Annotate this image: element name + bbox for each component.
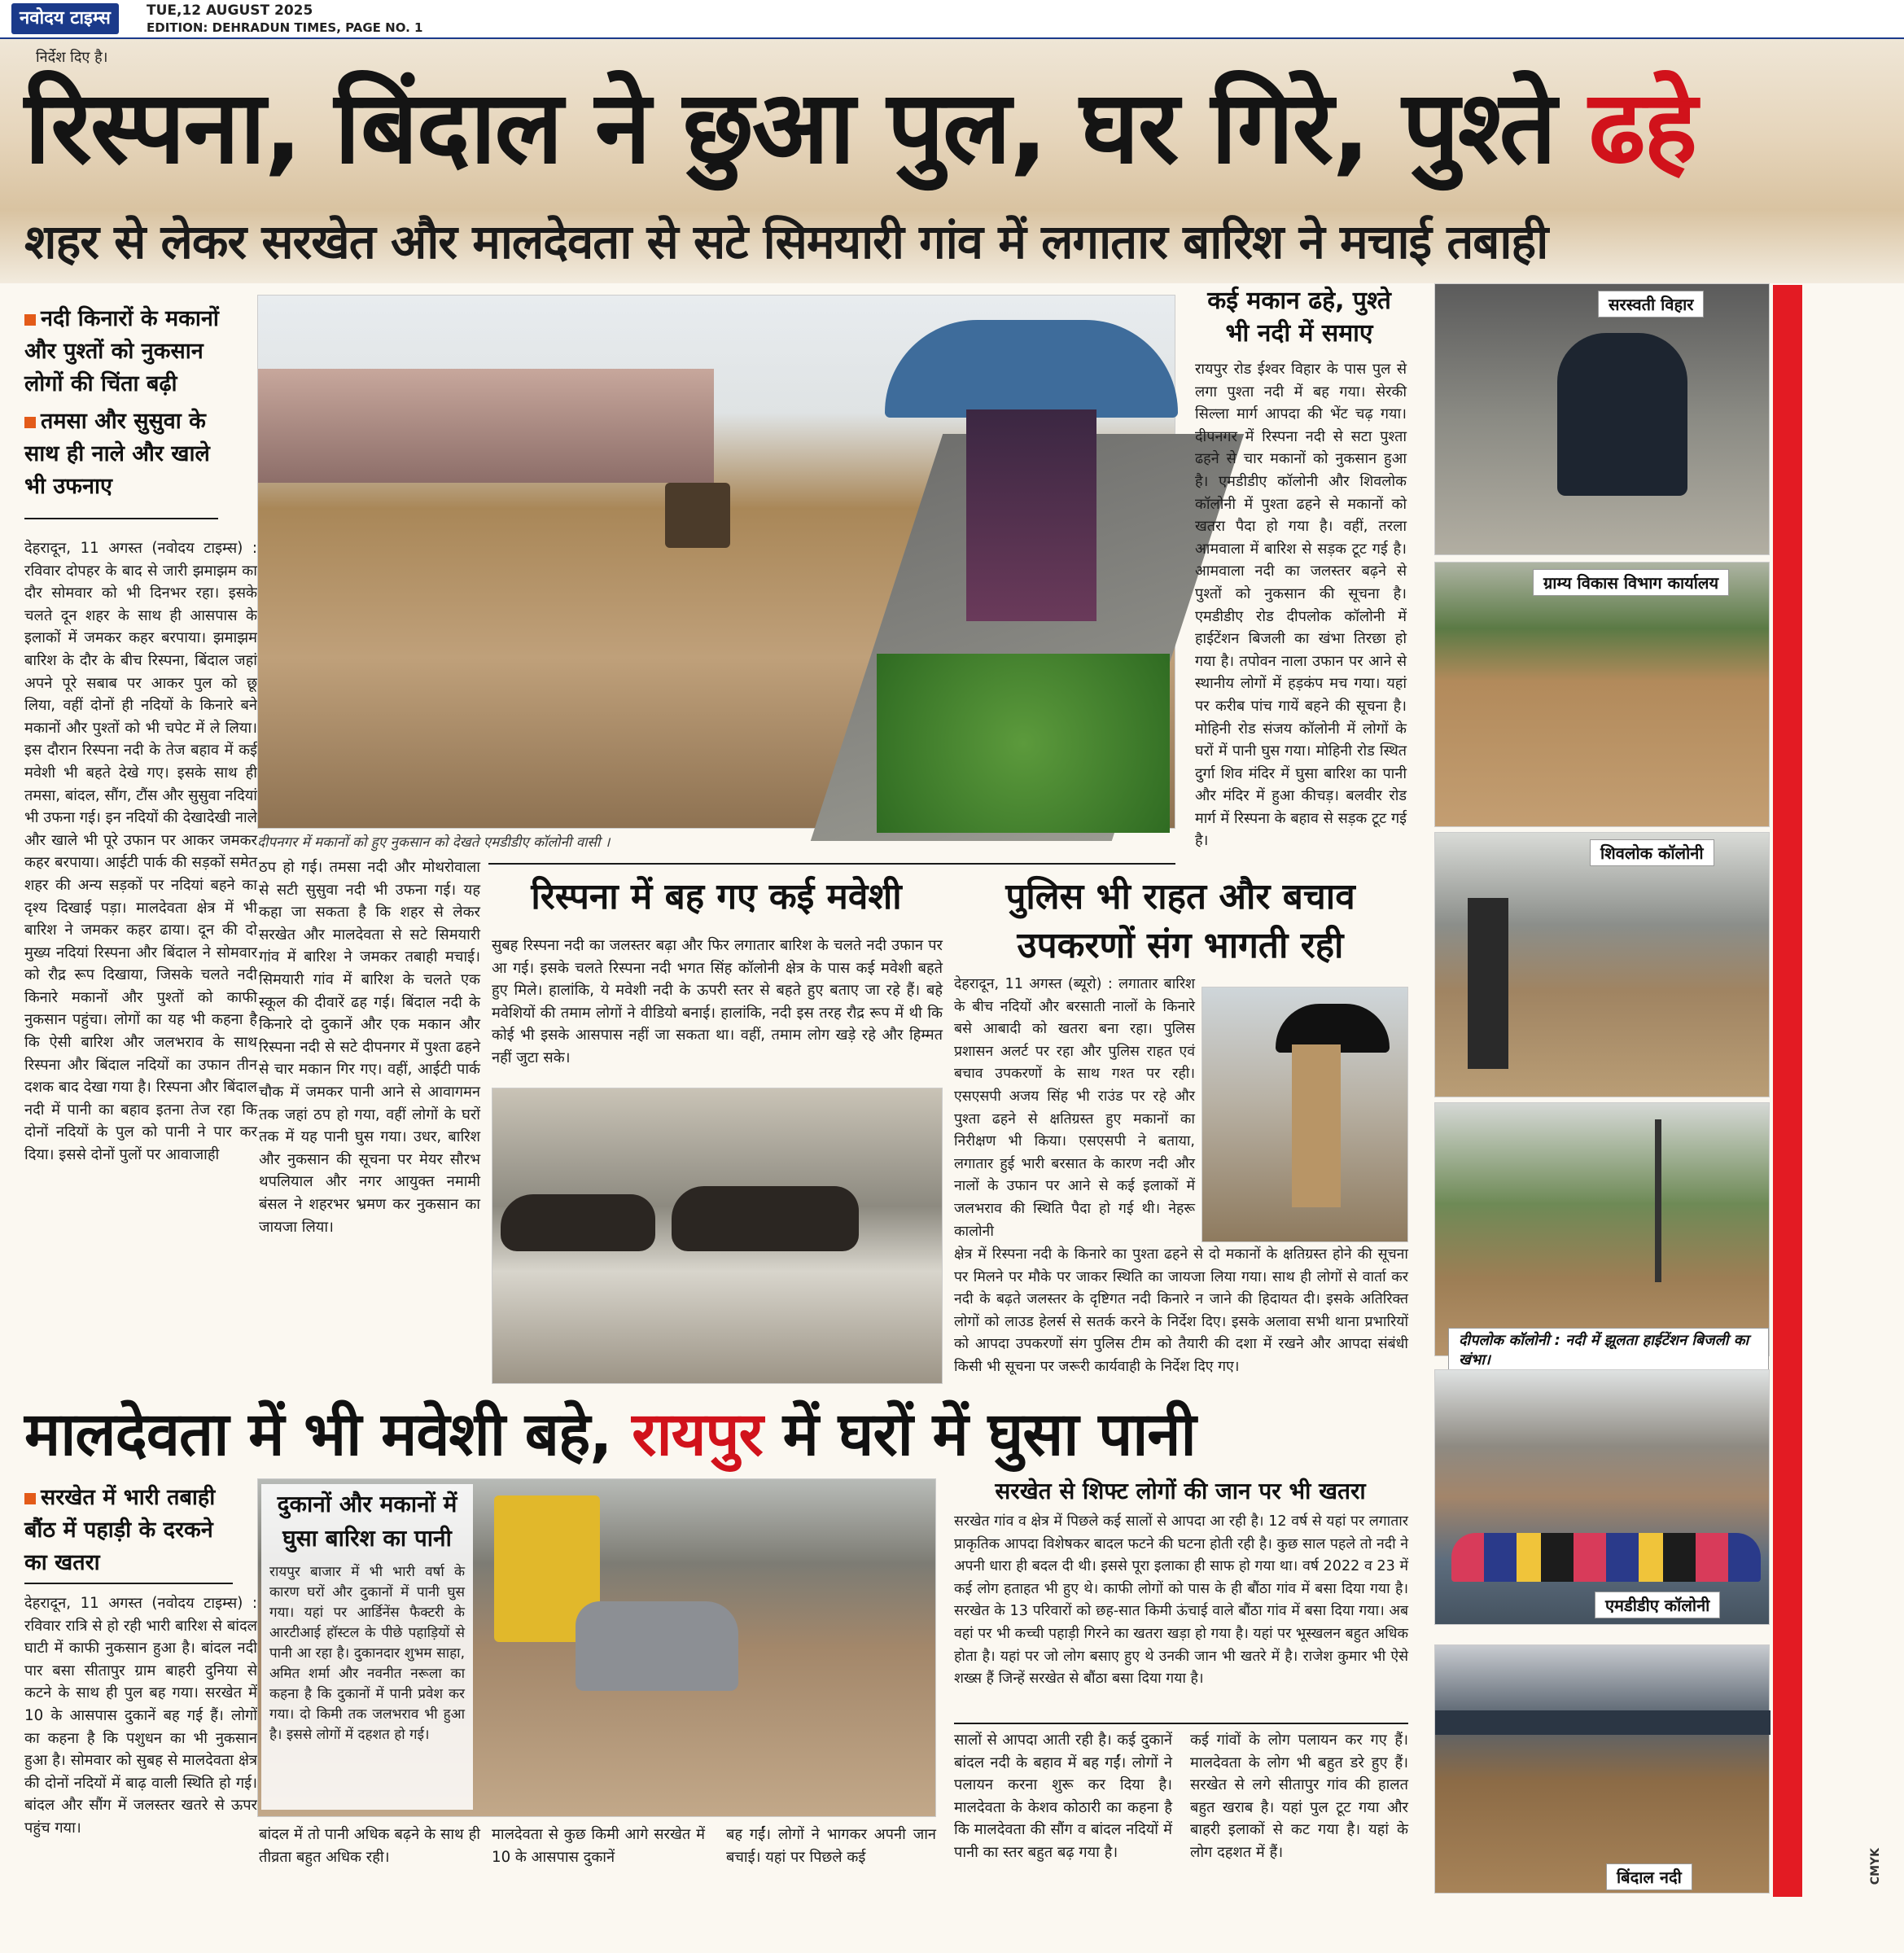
cattle-shape <box>672 1186 859 1251</box>
sub-headline: शहर से लेकर सरखेत और मालदेवता से सटे सिमयारी गांव में लगातार बारिश ने मचाई तबाही <box>24 214 1548 269</box>
raipur-story-text: रायपुर बाजार में भी भारी वर्षा के कारण घरों और दुकानों में पानी घुस गया। यहां पर आर्डिनेंस फैक्टरी के आरटीआई हॉस्टल के पीछे पहाड़ियों से पानी आ रहा है। दुकानदार शुभम साहा, अमित शर्मा और नवनीत नरूला का कहना है कि दुकानों में पानी प्रवेश कर गया। दो किमी तक जलभराव भी हुआ है। इससे लोगों में दहशत हो गई। <box>269 1564 465 1743</box>
print-mark: CMYK <box>1869 1848 1882 1885</box>
kicker-2: तमसा और सुसुवा के साथ ही नाले और खाले भी उफनाए <box>24 409 210 499</box>
newspaper-logo: नवोदय टाइम्स <box>11 3 119 34</box>
cattle-photo <box>492 1088 943 1384</box>
lead-story-col2: ठप हो गई। तमसा नदी और मोथरोवाला से सटी सुसुवा नदी भी उफना गई। यह कहा जा सकता है कि शहर से लेकर सरखेत और मालदेवता से सटे सिमयारी गांव में बारिश ने जमकर तबाही मचाई। सिमयारी गांव में बारिश के चलते एक स्कूल की दीवारें ढह गई। बिंदाल नदी के किनारे दो दुकानें और एक मकान और रिस्पना नदी से सटे दीपनगर में पुश्ता ढहने से चार मकान गिर गए। वहीं, आईटी पार्क चौक में जमकर पानी आने से आवागमन तक जहां ठप हो गया, वहीं लोगों के घरों तक में यह पानी घुस गया। उधर, बारिश और नुकसान की सूचना पर मेयर सौरभ थपलियाल और नगर आयुक्त नमामी बंसल ने शहरभर भ्रमण कर नुकसान का जायजा लिया। <box>259 859 480 1236</box>
right-photo-label: सरस्वती विहार <box>1598 291 1704 317</box>
right-photo-1 <box>1434 283 1770 555</box>
lead-kickers <box>24 303 220 503</box>
maldevta-cont-4: सालों से आपदा आती रही है। कई दुकानें बांदल नदी के बहाव में बह गईं। लोगों ने पलायन करना शुरू कर दिया है। मालदेवता के केशव कोठारी का कहना है कि मालदेवता की सौंग व बांदल नदियों में पानी का स्तर बहुत बढ़ गया है। <box>954 1732 1172 1861</box>
maldevta-cont-1: बांदल में तो पानी अधिक बढ़ने के साथ ही तीव्रता बहुत अधिक रही। <box>259 1826 480 1866</box>
maldevta-kicker: सरखेत में भारी तबाही बौंठ में पहाड़ी के दरकने का खतरा <box>24 1485 216 1575</box>
right-photo-label: शिवलोक कॉलोनी <box>1590 839 1714 866</box>
carry-over-text: निर्देश दिए है। <box>36 49 108 66</box>
maldevta-cont-5: कई गांवों के लोग पलायन कर गए हैं। मालदेवता के लोग भी बहुत डरे हुए हैं। सरखेत से लगे सीतापुर गांव की हालत बहुत खराब है। यहां पुल टूट गया और बाहरी इलाकों से कट गया है। यहां के लोग दहशत में हैं। <box>1190 1732 1408 1861</box>
edition-date: TUE,12 AUGUST 2025 <box>147 2 313 19</box>
right-photo-label: दीपलोक कॉलोनी : नदी में झूलता हाईटेंशन बिजली का खंभा। <box>1448 1328 1769 1372</box>
right-photo-5 <box>1434 1369 1770 1625</box>
right-photo-label: बिंदाल नदी <box>1606 1863 1692 1890</box>
right-photo-6 <box>1434 1644 1770 1894</box>
umbrellas-shape <box>1451 1533 1761 1582</box>
maldevta-cont-2: मालदेवता से कुछ किमी आगे सरखेत में 10 के आसपास दुकानें <box>492 1826 705 1866</box>
right-photo-label: एमडीडीए कॉलोनी <box>1595 1592 1720 1618</box>
officer-shape <box>1292 1044 1341 1207</box>
main-headline <box>24 67 1889 189</box>
pole-shape <box>1655 1119 1661 1282</box>
lead-photo-caption: दीपनगर में मकानों को हुए नुकसान को देखते एमडीडीए कॉलोनी वासी । <box>257 834 611 851</box>
cattle-shape <box>501 1194 655 1251</box>
maldevta-story-text: देहरादून, 11 अगस्त (नवोदय टाइम्स) : रविवार रात्रि से हो रही भारी बारिश से बांदल घाटी में काफी नुकसान हुआ है। बांदल नदी पार बसा सीतापुर ग्राम बाहरी दुनिया से कटने के साथ ही पुल बह गया। सरखेत में 10 के आसपास दुकानें बह गई हैं। लोगों का कहना है कि पशुधन का भी नुकसान हुआ है। सोमवार को सुबह से मालदेवता क्षेत्र की दोनों नदियों में बाढ़ वाली स्थिति हो गई। बांदल और सौंग में जलस्तर खतरे से ऊपर पहुंच गया। <box>24 1595 257 1837</box>
vegetation-shape <box>877 654 1170 833</box>
divider <box>488 863 1175 865</box>
red-rail <box>1773 285 1802 1897</box>
lead-story-col1: देहरादून, 11 अगस्त (नवोदय टाइम्स) : रविवार दोपहर के बाद से जारी झमाझम का दौर सोमवार को भी दिनभर रहा। इसके चलते दून शहर के साथ ही आसपास के इलाकों में जमकर कहर बरपाया। झमाझम बारिश के दौर के बीच रिस्पना, बिंदाल जहां अपने पूरे सबाब पर आकर पुल को छू लिया, वहीं दोनों ही नदियों के किनारे बने मकानों और पुश्तों को भी चपेट में ले लिया। इस दौरान रिस्पना नदी के तेज बहाव में कई मवेशी भी बहते देखे गए। इसके साथ ही तमसा, बांदल, सौंग, टौंस और सुसुवा नदियां भी उफना गई। इन नदियों की देखादेखी नाले और खाले भी पूरे उफान पर आकर जमकर कहर बरपाया। आईटी पार्क की सड़कों समेत शहर की अन्य सड़कों पर नदियां बहने का दृश्य दिखाई पड़ा। मालदेवता क्षेत्र में भी बारिश ने जमकर कहर ढाया। दून की दो मुख्य नदियां रिस्पना और बिंदाल ने सोमवार को रौद्र रूप दिखाया, जिसके चलते नदी किनारे मकानों और पुश्तों को काफी नुकसान पहुंचा। लोगों का यह भी कहना है कि ऐसी बारिश और जलभराव के साथ रिस्पना और बिंदाल नदियों का उफान तीन दशक बाद देखा गया है। रिस्पना और बिंदाल नदी में पानी का बहाव इतना तेज रहा कि दोनों नदियों के पुल को पानी ने पार कर दिया। इससे दोनों पुलों पर आवाजाही <box>24 540 257 1164</box>
raipur-story-overlay <box>261 1484 473 1810</box>
divider <box>24 518 218 519</box>
person-shape <box>966 409 1096 621</box>
umbrella-shape <box>885 320 1178 418</box>
divider <box>954 1723 1408 1724</box>
edition-line: EDITION: DEHRADUN TIMES, PAGE NO. 1 <box>147 20 423 35</box>
raipur-flood-photo <box>257 1478 936 1817</box>
pillar-shape <box>665 483 730 548</box>
cattle-story-text: सुबह रिस्पना नदी का जलस्तर बढ़ा और फिर लगातार बारिश के चलते नदी उफान पर आ गई। इसके चलते रिस्पना नदी भगत सिंह कॉलोनी क्षेत्र के पास कई मवेशी बहते हुए मिले। हालांकि, ये मवेशी नदी के ऊपरी स्तर से बहते हुए बताए जा रहे हैं। बहे मवेशियों की तमाम लोगों ने वीडियो बनाई। हालांकि, नदी इस तरह रौद्र रूप में थी कि कोई भी इसके आसपास नहीं जा सकता था। वहीं, तमाम लोग खड़े रहे और हिम्मत नहीं जुटा सके। <box>492 937 943 1066</box>
maldevta-cont-3: बह गईं। लोगों ने भागकर अपनी जान बचाई। यहां पर पिछले कई <box>726 1826 936 1866</box>
police-photo <box>1201 987 1408 1242</box>
houses-story-title: कई मकान ढहे, पुश्ते भी नदी में समाए <box>1207 287 1391 348</box>
sarkhet-story-title: सरखेत से शिफ्ट लोगों की जान पर भी खतरा <box>995 1478 1366 1504</box>
raipur-story-title: दुकानों और मकानों में घुसा बारिश का पानी <box>277 1491 457 1552</box>
houses-story-text: रायपुर रोड ईश्वर विहार के पास पुल से लगा पुश्ता नदी में बह गया। सेरकी सिल्ला मार्ग आपदा की भेंट चढ़ गया। दीपनगर में रिस्पना नदी से सटा पुश्ता ढहने से चार मकानों को नुकसान हुआ है। एमडीडीए कॉलोनी और शिवलोक कॉलोनी में पुश्ता ढहने से मकानों को खतरा पैदा हो गया है। वहीं, तरला आमवाला में बारिश से सड़क टूट गई है। आमवाला नदी का जलस्तर बढ़ने से पुश्तों को नुकसान की सूचना है। एमडीडीए रोड दीपलोक कॉलोनी में हाईटेंशन बिजली का खंभा तिरछा हो गया है। तपोवन नाला उफान पर आने से स्थानीय लोगों में हड़कंप मच गया। यहां पर करीब पांच गायें बहने की सूचना है। मोहिनी रोड संजय कॉलोनी में लोगों के घरों में पानी घुस गया। मोहिनी रोड स्थित दुर्गा शिव मंदिर में घुसा बारिश का पानी और मंदिर में हुआ कीचड़। बलवीर रोड मार्ग में रिस्पना के बहाव से सड़क टूट गई है। <box>1195 361 1407 850</box>
sarkhet-story-text: सरखेत गांव व क्षेत्र में पिछले कई सालों से आपदा आ रही है। 12 वर्ष से यहां पर लगातार प्राकृतिक आपदा विशेषकर बादल फटने की घटना होती रही है। कुछ साल पहले तो नदी ने अपनी धारा ही बदल दी थी। इससे पूरा इलाका ही साफ हो गया था। वर्ष 2022 व 23 में कई लोग हताहत भी हुए थे। काफी लोगों को पास के ही बौंठा गांव में बसा दिया गया है। सरखेत के 13 परिवारों को छह-सात किमी ऊंचाई वाले बौंठा गांव में बसा दिया गया। अब वहां पर भी कच्ची पहाड़ी गिरने का खतरा खड़ा हो गया है। यहां पर भूस्खलन बहुत अधिक होता है। यहां पर जो लोग बसाए हुए थे उनकी जान भी खतरे में है। राजेश कुमार भी ऐसे शख्स हैं जिन्हें सरखेत से बौंठा बसा दिया गया है। <box>954 1513 1408 1688</box>
police-story-text-narrow: देहरादून, 11 अगस्त (ब्यूरो) : लगातार बारिश के बीच नदियों और बरसाती नालों के किनारे बसे आबादी को खतरा बना रहा। पुलिस प्रशासन अलर्ट पर रहा और पुलिस राहत एवं बचाव उपकरणों के साथ गश्त पर रही। एसएसपी अजय सिंह भी राउंड पर रहे और पुश्ता ढहने से क्षतिग्रस्त हुए मकानों का निरीक्षण भी किया। एसएसपी ने बताया, लगातार हुई भारी बरसात के कारण नदी और नालों के उफान पर आने से कई इलाकों में जलभराव की स्थिति पैदा हो गई थी। नेहरू कालोनी <box>954 976 1195 1240</box>
headline-red: ढहे <box>1588 69 1696 186</box>
right-photo-label: ग्राम्य विकास विभाग कार्यालय <box>1533 569 1729 596</box>
headline-main: रिस्पना, बिंदाल ने छुआ पुल, घर गिरे, पुश्ते <box>24 69 1589 186</box>
car-shape <box>576 1601 738 1691</box>
bridge-shape <box>1435 1710 1771 1735</box>
right-photo-3 <box>1434 832 1770 1097</box>
person-shape <box>1468 898 1508 1069</box>
lead-photo-riverbank <box>257 295 1175 829</box>
rider-shape <box>1557 333 1687 496</box>
police-story-text-wide: क्षेत्र में रिस्पना नदी के किनारे का पुश्ता ढहने से दो मकानों के क्षतिग्रस्त होने की सूचना पर मिलने पर मौके पर जाकर स्थिति का जायजा लिया गया। साथ ही लोगों से वार्ता कर नदी के बढ़ते जलस्तर के दृष्टिगत नदी किनारे न जाने की हिदायत दी। इसके अतिरिक्त लोगों को लाउड हेलर्स से सतर्क करने के निर्देश दिए। इसके अलावा सभी थाना प्रभारियों को आपदा उपकरणों संग पुलिस टीम को तैयारी की दशा में रखने और आपदा संबंधी किसी भी सूचना पर जरूरी कार्यवाही के निर्देश दिए गए। <box>954 1246 1408 1375</box>
right-photo-2 <box>1434 562 1770 827</box>
cattle-story-title: रिस्पना में बह गए कई मवेशी <box>531 876 902 917</box>
police-story-title: पुलिस भी राहत और बचाव उपकरणों संग भागती रही <box>1005 876 1355 966</box>
second-headline: मालदेवता में भी मवेशी बहे, रायपुर में घरों में घुसा पानी <box>24 1399 1196 1469</box>
divider <box>24 1583 233 1584</box>
buildings-shape <box>258 369 714 483</box>
kicker-1: नदी किनारों के मकानों और पुश्तों को नुकसान लोगों की चिंता बढ़ी <box>24 306 219 396</box>
right-photo-4 <box>1434 1102 1770 1368</box>
